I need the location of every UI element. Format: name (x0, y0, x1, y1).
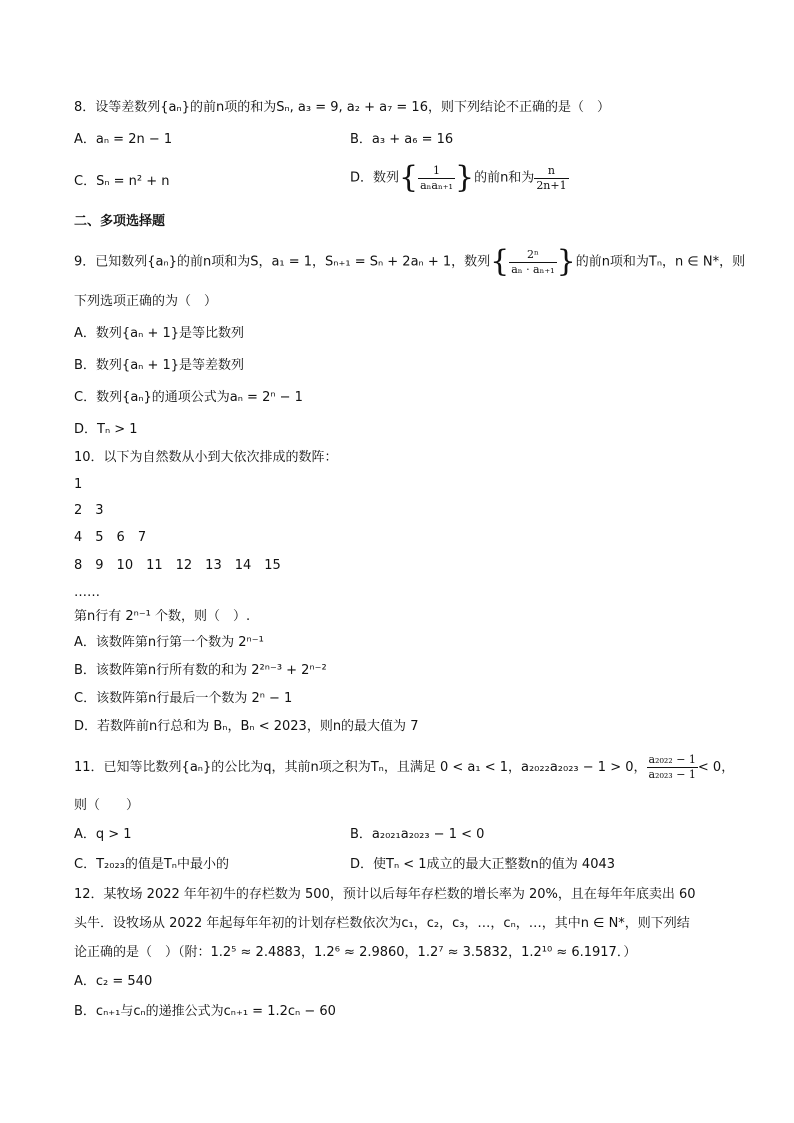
q10-option-c: C．该数阵第n行最后一个数为 2ⁿ − 1 (74, 691, 293, 706)
q10-row-2: 2 3 (74, 503, 104, 518)
q8-stem: 8．设等差数列{aₙ}的前n项的和为Sₙ, a₃ = 9, a₂ + a₇ = 16，则下列结论不正确的是（ ） (74, 100, 610, 115)
q8-d-frac-den: aₙaₙ₊₁ (420, 178, 453, 192)
q9-option-d: D．Tₙ > 1 (74, 422, 138, 437)
q8-option-d-mid: 的前n和为 (474, 170, 535, 186)
q12-line-3: 论正确的是（ ）（附：1.2⁵ ≈ 2.4883，1.2⁶ ≈ 2.9860，1.2⁷ ≈ 3.5832，1.2¹⁰ ≈ 6.1917．） (74, 945, 637, 960)
q10-row-1: 1 (74, 477, 83, 492)
q8-option-c: C．Sₙ = n² + n (74, 174, 170, 189)
q10-option-d: D．若数阵前n行总和为 Bₙ，Bₙ < 2023，则n的最大值为 7 (74, 719, 419, 734)
q9-option-c: C．数列{aₙ}的通项公式为aₙ = 2ⁿ − 1 (74, 390, 303, 405)
q9-stem-line2: 下列选项正确的为（ ） (74, 294, 218, 309)
q11-stem-line2: 则（ ） (74, 798, 140, 813)
q11-frac-den: a₂₀₂₃ − 1 (648, 768, 696, 781)
q11-option-c: C．T₂₀₂₃的值是Tₙ中最小的 (74, 857, 229, 872)
q9-option-a: A．数列{aₙ + 1}是等比数列 (74, 326, 245, 341)
q10-ellipsis: …… (74, 585, 100, 600)
q10-option-b: B．该数阵第n行所有数的和为 2²ⁿ⁻³ + 2ⁿ⁻² (74, 663, 327, 678)
q11-stem-line1 (74, 750, 734, 786)
q12-option-b: B．cₙ₊₁与cₙ的递推公式为cₙ₊₁ = 1.2cₙ − 60 (74, 1004, 336, 1019)
q12-line-2: 头牛．设牧场从 2022 年起每年年初的计划存栏数依次为c₁，c₂，c₃，…，cₙ，…，其中n ∈ N*，则下列结 (74, 916, 690, 931)
q9-fraction (509, 248, 556, 277)
q8-d-fraction (418, 164, 455, 193)
q9-stem-line1: 9．已知数列{aₙ}的前n项和为S，a₁ = 1，Sₙ₊₁ = Sₙ + 2aₙ + 1，数列{ $\frac{\text{2ⁿ}}{\text{aₙ · aₙ₊₁}}$ }的前n项和为Tₙ，n ∈ N*，则 (74, 244, 746, 279)
q11-fraction (647, 753, 698, 782)
q8-d-result (534, 164, 568, 193)
q11-frac-num: a₂₀₂₂ − 1 (648, 753, 696, 766)
q9-frac-num: 2ⁿ (509, 248, 556, 263)
q12-line-1: 12．某牧场 2022 年年初牛的存栏数为 500，预计以后每年存栏数的增长率为 20%，且在每年年底卖出 60 (74, 887, 696, 902)
q9-option-b: B．数列{aₙ + 1}是等差数列 (74, 358, 245, 373)
q10-row-4: 8 9 10 11 12 13 14 15 (74, 558, 281, 573)
q10-row-3: 4 5 6 7 (74, 530, 147, 545)
section-heading: 二、多项选择题 (74, 214, 166, 229)
q11-stem-a: 11．已知等比数列{aₙ}的公比为q，其前n项之积为Tₙ，且满足 0 < a₁ < 1，a₂₀₂₂a₂₀₂₃ − 1 > 0， (74, 760, 647, 775)
q12-option-a: A．c₂ = 540 (74, 974, 153, 989)
q10-condition: 第n行有 2ⁿ⁻¹ 个数，则（ ）. (74, 609, 251, 624)
q8-option-a: A．aₙ = 2n − 1 (74, 132, 173, 147)
q9-stem-a: 9．已知数列{aₙ}的前n项和为S，a₁ = 1，Sₙ₊₁ = Sₙ + 2aₙ + 1，数列 (74, 254, 491, 270)
q8-option-b: B．a₃ + a₆ = 16 (350, 132, 454, 147)
q8-d-res-den: 2n+1 (536, 178, 567, 192)
q11-option-d: D．使Tₙ < 1成立的最大正整数n的值为 4043 (350, 857, 616, 872)
q9-frac-den: aₙ · aₙ₊₁ (511, 262, 555, 276)
q10-stem: 10．以下为自然数从小到大依次排成的数阵： (74, 450, 338, 465)
q10-option-a: A．该数阵第n行第一个数为 2ⁿ⁻¹ (74, 635, 264, 650)
q11-option-a: A．q > 1 (74, 827, 132, 842)
q8-option-d: D．数列{ $\frac{1}{\text{aₙaₙ₊₁}}$ }的前n和为 $\frac{n}{2n+1}$ (350, 160, 567, 195)
q8-option-d-prefix: D．数列 (350, 170, 400, 186)
q8-d-frac-num: 1 (418, 164, 455, 179)
q11-frac-tail: < 0， (697, 760, 735, 775)
q11-option-b: B．a₂₀₂₁a₂₀₂₃ − 1 < 0 (350, 827, 485, 842)
q8-d-res-num: n (534, 164, 568, 179)
q9-stem-b: 的前n项和为Tₙ，n ∈ N*，则 (575, 254, 746, 270)
